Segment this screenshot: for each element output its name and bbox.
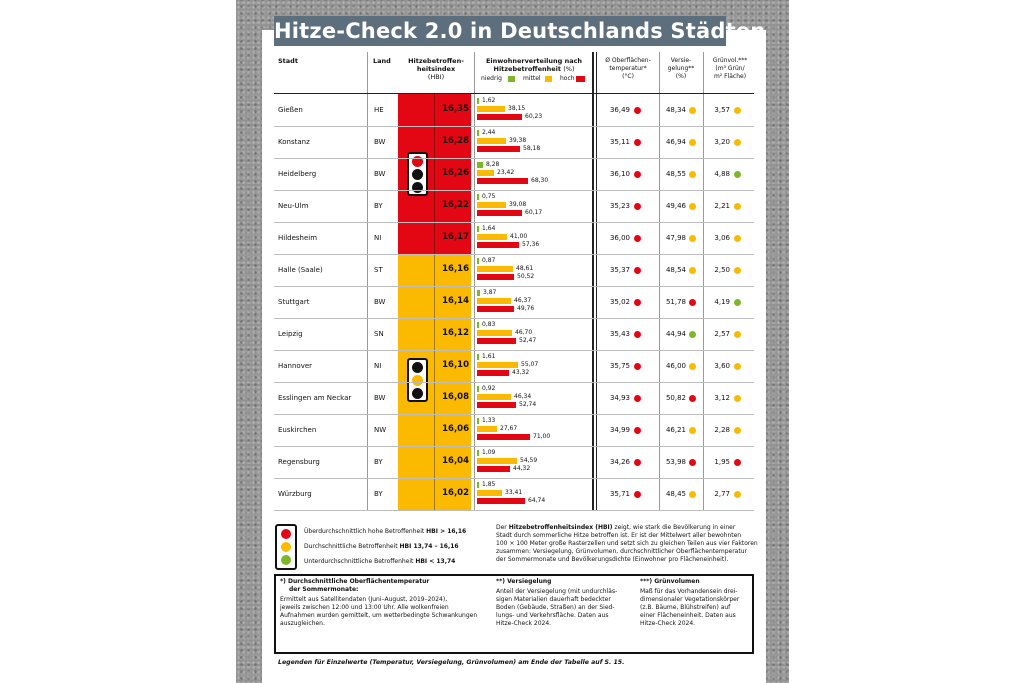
versiegelung-level-dot bbox=[689, 267, 696, 274]
temperature-level-dot bbox=[634, 491, 641, 498]
temperature-value: 35,11 bbox=[609, 138, 630, 146]
row-divider bbox=[274, 190, 754, 191]
column-rule-thick bbox=[592, 52, 594, 510]
hbi-value: 16,02 bbox=[442, 488, 469, 498]
row-divider bbox=[274, 126, 754, 127]
bar-mittel bbox=[477, 298, 511, 304]
city-name: Esslingen am Neckar bbox=[278, 394, 352, 402]
bar-mittel bbox=[477, 458, 517, 464]
gruenvolumen-value: 3,60 bbox=[714, 362, 730, 370]
versiegelung-level-dot bbox=[689, 331, 696, 338]
row-divider bbox=[274, 318, 754, 319]
label-niedrig: 1,33 bbox=[482, 417, 496, 424]
land-code: NI bbox=[374, 234, 382, 242]
column-rule-thick bbox=[596, 52, 597, 510]
label-niedrig: 8,28 bbox=[486, 161, 500, 168]
row-divider bbox=[274, 382, 754, 383]
bar-hoch bbox=[477, 466, 510, 472]
temperature-level-dot bbox=[634, 267, 641, 274]
label-mittel: 39,38 bbox=[509, 137, 527, 144]
temperature-level-dot bbox=[634, 235, 641, 242]
label-niedrig: 1,64 bbox=[482, 225, 496, 232]
land-code: NI bbox=[374, 362, 382, 370]
city-name: Gießen bbox=[278, 106, 303, 114]
footnote-versiegelung: **) Versiegelung Anteil der Versiegelung (mit undurchläs- sigen Materialien dauerhaft bedeckter Boden (Gebäude, Straßen) an der Sied- lungs- und Verkehrsfläche. Daten aus Hitze-Check 2024. bbox=[496, 578, 618, 627]
temperature-value: 34,93 bbox=[609, 394, 630, 402]
gruenvolumen-level-dot bbox=[734, 107, 741, 114]
gruenvolumen-value: 2,21 bbox=[714, 202, 730, 210]
hbi-value: 16,14 bbox=[442, 296, 469, 306]
versiegelung-value: 49,46 bbox=[665, 202, 686, 210]
label-niedrig: 1,61 bbox=[482, 353, 496, 360]
versiegelung-level-dot bbox=[689, 395, 696, 402]
bar-niedrig bbox=[477, 386, 479, 392]
versiegelung-value: 51,78 bbox=[665, 298, 686, 306]
label-hoch: 43,32 bbox=[512, 369, 530, 376]
bar-mittel bbox=[477, 202, 506, 208]
hbi-band-divider bbox=[434, 94, 435, 510]
bar-hoch bbox=[477, 338, 516, 344]
label-mittel: 55,07 bbox=[521, 361, 539, 368]
land-code: ST bbox=[374, 266, 383, 274]
hbi-value: 16,12 bbox=[442, 328, 469, 338]
gruenvolumen-value: 3,20 bbox=[714, 138, 730, 146]
gruenvolumen-level-dot bbox=[734, 395, 741, 402]
temperature-value: 35,43 bbox=[609, 330, 630, 338]
gruenvolumen-level-dot bbox=[734, 363, 741, 370]
gruenvolumen-level-dot bbox=[734, 203, 741, 210]
label-niedrig: 0,92 bbox=[482, 385, 496, 392]
label-mittel: 54,59 bbox=[520, 457, 538, 464]
footnote-gruenvolumen: ***) Grünvolumen Maß für das Vorhandensein drei- dimensionaler Vegetationskörper (z.B. Bäume, Blühstreifen) auf einer Flächeneinheit. Daten aus Hitze-Check 2024. bbox=[640, 578, 740, 627]
label-mittel: 39,08 bbox=[509, 201, 527, 208]
hbi-value: 16,10 bbox=[442, 360, 469, 370]
gruenvolumen-value: 3,57 bbox=[714, 106, 730, 114]
legend-hoch-swatch bbox=[576, 76, 585, 82]
temperature-value: 34,99 bbox=[609, 426, 630, 434]
label-hoch: 52,74 bbox=[519, 401, 537, 408]
city-name: Würzburg bbox=[278, 490, 312, 498]
label-hoch: 60,23 bbox=[525, 113, 543, 120]
label-niedrig: 0,83 bbox=[482, 321, 496, 328]
column-rule bbox=[659, 52, 660, 510]
gruenvolumen-level-dot bbox=[734, 235, 741, 242]
header-distribution: Einwohnerverteilung nach Hitzebetroffenheit (%) bbox=[485, 57, 583, 73]
bar-niedrig bbox=[477, 418, 479, 424]
versiegelung-level-dot bbox=[689, 171, 696, 178]
column-rule bbox=[703, 52, 704, 510]
hbi-value: 16,08 bbox=[442, 392, 469, 402]
versiegelung-value: 46,94 bbox=[665, 138, 686, 146]
versiegelung-value: 46,00 bbox=[665, 362, 686, 370]
land-code: BY bbox=[374, 458, 383, 466]
versiegelung-level-dot bbox=[689, 459, 696, 466]
bar-hoch bbox=[477, 210, 522, 216]
label-mittel: 48,61 bbox=[516, 265, 534, 272]
temperature-level-dot bbox=[634, 331, 641, 338]
bar-niedrig bbox=[477, 226, 479, 232]
row-divider bbox=[274, 350, 754, 351]
bar-hoch bbox=[477, 306, 514, 312]
gruenvolumen-value: 4,88 bbox=[714, 170, 730, 178]
gruenvolumen-value: 2,77 bbox=[714, 490, 730, 498]
label-niedrig: 1,85 bbox=[482, 481, 496, 488]
gruenvolumen-level-dot bbox=[734, 331, 741, 338]
bar-niedrig bbox=[477, 194, 479, 200]
land-code: BW bbox=[374, 170, 386, 178]
label-niedrig: 0,87 bbox=[482, 257, 496, 264]
temperature-level-dot bbox=[634, 427, 641, 434]
bar-mittel bbox=[477, 234, 507, 240]
footnote-temperature: *) Durchschnittliche Oberflächentemperatur der Sommermonate: Ermittelt aus Satellitendaten (Juni–August, 2019–2024), jeweils zwischen 12:00 und 13:00 Uhr. Alle wolkenfreien Aufnahmen wurden gemittelt, um wetterbedingte Schwankungen auszugleichen. bbox=[280, 578, 478, 627]
hbi-value: 16,26 bbox=[442, 168, 469, 178]
temperature-level-dot bbox=[634, 107, 641, 114]
gruenvolumen-level-dot bbox=[734, 491, 741, 498]
header-temperature: Ø Oberflächen- temperatur* (°C) bbox=[605, 57, 651, 80]
temperature-value: 35,37 bbox=[609, 266, 630, 274]
temperature-level-dot bbox=[634, 459, 641, 466]
column-rule bbox=[367, 52, 368, 510]
bar-mittel bbox=[477, 266, 513, 272]
versiegelung-level-dot bbox=[689, 107, 696, 114]
city-name: Euskirchen bbox=[278, 426, 317, 434]
label-hoch: 44,32 bbox=[513, 465, 531, 472]
city-name: Halle (Saale) bbox=[278, 266, 323, 274]
versiegelung-value: 44,94 bbox=[665, 330, 686, 338]
versiegelung-value: 48,34 bbox=[665, 106, 686, 114]
hbi-value: 16,28 bbox=[442, 136, 469, 146]
land-code: BY bbox=[374, 490, 383, 498]
temperature-value: 36,00 bbox=[609, 234, 630, 242]
bar-niedrig bbox=[477, 162, 483, 168]
gruenvolumen-level-dot bbox=[734, 299, 741, 306]
bar-mittel bbox=[477, 330, 512, 336]
versiegelung-level-dot bbox=[689, 299, 696, 306]
temperature-value: 35,23 bbox=[609, 202, 630, 210]
header-versiegelung: Versie- gelung** (%) bbox=[667, 57, 695, 80]
bar-mittel bbox=[477, 490, 502, 496]
label-niedrig: 2,44 bbox=[482, 129, 496, 136]
temperature-value: 35,71 bbox=[609, 490, 630, 498]
city-name: Hannover bbox=[278, 362, 313, 370]
bar-niedrig bbox=[477, 354, 479, 360]
legend-niedrig-label: niedrig bbox=[481, 75, 502, 82]
bar-niedrig bbox=[477, 322, 479, 328]
label-mittel: 23,42 bbox=[497, 169, 515, 176]
header-land: Land bbox=[373, 57, 391, 65]
land-code: NW bbox=[374, 426, 387, 434]
header-rule bbox=[274, 93, 754, 94]
hbi-value: 16,06 bbox=[442, 424, 469, 434]
hbi-value: 16,04 bbox=[442, 456, 469, 466]
bar-hoch bbox=[477, 114, 522, 120]
header-stadt: Stadt bbox=[278, 57, 298, 65]
temperature-level-dot bbox=[634, 203, 641, 210]
label-mittel: 38,15 bbox=[508, 105, 526, 112]
header-hbi: Hitzebetroffen- heitsindex (HBI) bbox=[408, 57, 464, 81]
land-code: BY bbox=[374, 202, 383, 210]
bar-mittel bbox=[477, 106, 505, 112]
versiegelung-level-dot bbox=[689, 491, 696, 498]
versiegelung-level-dot bbox=[689, 363, 696, 370]
gruenvolumen-level-dot bbox=[734, 139, 741, 146]
versiegelung-level-dot bbox=[689, 235, 696, 242]
gruenvolumen-level-dot bbox=[734, 427, 741, 434]
gruenvolumen-value: 2,57 bbox=[714, 330, 730, 338]
label-hoch: 68,30 bbox=[531, 177, 549, 184]
gruenvolumen-level-dot bbox=[734, 171, 741, 178]
city-name: Heidelberg bbox=[278, 170, 317, 178]
traffic-light-yellow-icon bbox=[407, 358, 428, 402]
versiegelung-value: 48,54 bbox=[665, 266, 686, 274]
label-mittel: 41,00 bbox=[510, 233, 528, 240]
legend-low: Unterdurchschnittliche Betroffenheit HBI < 13,74 bbox=[304, 558, 456, 565]
legend-hoch-label: hoch bbox=[560, 75, 575, 82]
versiegelung-value: 50,82 bbox=[665, 394, 686, 402]
land-code: SN bbox=[374, 330, 384, 338]
temperature-value: 34,26 bbox=[609, 458, 630, 466]
city-name: Hildesheim bbox=[278, 234, 318, 242]
gruenvolumen-value: 3,06 bbox=[714, 234, 730, 242]
row-divider bbox=[274, 478, 754, 479]
hbi-value: 16,16 bbox=[442, 264, 469, 274]
gruenvolumen-value: 2,28 bbox=[714, 426, 730, 434]
versiegelung-value: 46,21 bbox=[665, 426, 686, 434]
legend-traffic-light-icon bbox=[275, 524, 297, 570]
versiegelung-value: 47,98 bbox=[665, 234, 686, 242]
label-hoch: 52,47 bbox=[519, 337, 537, 344]
label-hoch: 50,52 bbox=[517, 273, 535, 280]
label-mittel: 33,41 bbox=[505, 489, 523, 496]
gruenvolumen-level-dot bbox=[734, 267, 741, 274]
bar-mittel bbox=[477, 362, 518, 368]
land-code: BW bbox=[374, 394, 386, 402]
bar-mittel bbox=[477, 426, 497, 432]
legend-medium: Durchschnittliche Betroffenheit HBI 13,74 – 16,16 bbox=[304, 543, 459, 550]
city-name: Neu-Ulm bbox=[278, 202, 309, 210]
temperature-level-dot bbox=[634, 395, 641, 402]
versiegelung-level-dot bbox=[689, 139, 696, 146]
legend-niedrig-swatch bbox=[508, 76, 515, 82]
page-title: Hitze-Check 2.0 in Deutschlands Städten bbox=[274, 16, 726, 46]
row-divider bbox=[274, 158, 754, 159]
row-divider bbox=[274, 446, 754, 447]
label-hoch: 60,17 bbox=[525, 209, 543, 216]
bar-niedrig bbox=[477, 98, 479, 104]
city-name: Konstanz bbox=[278, 138, 310, 146]
bar-hoch bbox=[477, 434, 530, 440]
gruenvolumen-value: 2,50 bbox=[714, 266, 730, 274]
temperature-level-dot bbox=[634, 139, 641, 146]
gruenvolumen-value: 1,95 bbox=[714, 458, 730, 466]
row-divider bbox=[274, 286, 754, 287]
bar-hoch bbox=[477, 402, 516, 408]
bottom-note: Legenden für Einzelwerte (Temperatur, Versiegelung, Grünvolumen) am Ende der Tabelle auf S. 15. bbox=[278, 659, 625, 666]
city-name: Stuttgart bbox=[278, 298, 310, 306]
gruenvolumen-level-dot bbox=[734, 459, 741, 466]
label-niedrig: 1,09 bbox=[482, 449, 496, 456]
label-hoch: 64,74 bbox=[528, 497, 546, 504]
label-mittel: 46,34 bbox=[514, 393, 532, 400]
label-hoch: 71,00 bbox=[533, 433, 551, 440]
gruenvolumen-value: 4,19 bbox=[714, 298, 730, 306]
label-hoch: 57,36 bbox=[522, 241, 540, 248]
bar-hoch bbox=[477, 274, 514, 280]
temperature-value: 35,02 bbox=[609, 298, 630, 306]
bar-hoch bbox=[477, 146, 520, 152]
legend-mittel-label: mittel bbox=[523, 75, 541, 82]
bar-niedrig bbox=[477, 482, 479, 488]
label-niedrig: 0,75 bbox=[482, 193, 496, 200]
hbi-explanation: Der Hitzebetroffenheitsindex (HBI) zeigt, wie stark die Bevölkerung in einer Stadt durch sommerliche Hitze betroffen ist. Er ist der Mittelwert aller bewohnten 100 × 100 Meter große Rasterzellen und setzt sich zu gleichen Teilen aus vier Faktoren zusammen: Versiegelung, Grünvolumen, durchschnittlicher Oberflächentemperatur der Sommermonate und Bevölkerungsdichte (Einwohner pro Flächeneinheit). bbox=[496, 524, 758, 563]
hbi-value: 16,17 bbox=[442, 232, 469, 242]
label-mittel: 46,37 bbox=[514, 297, 532, 304]
bar-niedrig bbox=[477, 130, 479, 136]
label-hoch: 58,18 bbox=[523, 145, 541, 152]
land-code: BW bbox=[374, 298, 386, 306]
label-niedrig: 1,62 bbox=[482, 97, 496, 104]
hbi-value: 16,22 bbox=[442, 200, 469, 210]
temperature-value: 36,49 bbox=[609, 106, 630, 114]
city-name: Leipzig bbox=[278, 330, 303, 338]
bar-mittel bbox=[477, 170, 494, 176]
header-gruenvolumen: Grünvol.*** (m³ Grün/ m² Fläche) bbox=[712, 57, 748, 80]
bar-hoch bbox=[477, 242, 519, 248]
column-rule bbox=[474, 52, 475, 510]
temperature-level-dot bbox=[634, 171, 641, 178]
row-divider bbox=[274, 510, 754, 511]
land-code: HE bbox=[374, 106, 384, 114]
label-niedrig: 3,87 bbox=[483, 289, 497, 296]
temperature-value: 36,10 bbox=[609, 170, 630, 178]
row-divider bbox=[274, 222, 754, 223]
bar-hoch bbox=[477, 370, 509, 376]
versiegelung-level-dot bbox=[689, 203, 696, 210]
label-hoch: 49,76 bbox=[517, 305, 535, 312]
temperature-value: 35,75 bbox=[609, 362, 630, 370]
bar-niedrig bbox=[477, 290, 480, 296]
row-divider bbox=[274, 414, 754, 415]
bar-hoch bbox=[477, 498, 525, 504]
versiegelung-value: 53,98 bbox=[665, 458, 686, 466]
label-mittel: 46,70 bbox=[515, 329, 533, 336]
versiegelung-value: 48,55 bbox=[665, 170, 686, 178]
label-mittel: 27,67 bbox=[500, 425, 518, 432]
city-name: Regensburg bbox=[278, 458, 320, 466]
bar-mittel bbox=[477, 394, 511, 400]
versiegelung-value: 48,45 bbox=[665, 490, 686, 498]
hbi-value: 16,35 bbox=[442, 104, 469, 114]
land-code: BW bbox=[374, 138, 386, 146]
bar-mittel bbox=[477, 138, 506, 144]
bar-niedrig bbox=[477, 258, 479, 264]
gruenvolumen-value: 3,12 bbox=[714, 394, 730, 402]
versiegelung-level-dot bbox=[689, 427, 696, 434]
temperature-level-dot bbox=[634, 363, 641, 370]
bar-hoch bbox=[477, 178, 528, 184]
legend-high: Überdurchschnittlich hohe Betroffenheit HBI > 16,16 bbox=[304, 528, 467, 535]
row-divider bbox=[274, 254, 754, 255]
bar-niedrig bbox=[477, 450, 479, 456]
legend-mittel-swatch bbox=[545, 76, 552, 82]
temperature-level-dot bbox=[634, 299, 641, 306]
